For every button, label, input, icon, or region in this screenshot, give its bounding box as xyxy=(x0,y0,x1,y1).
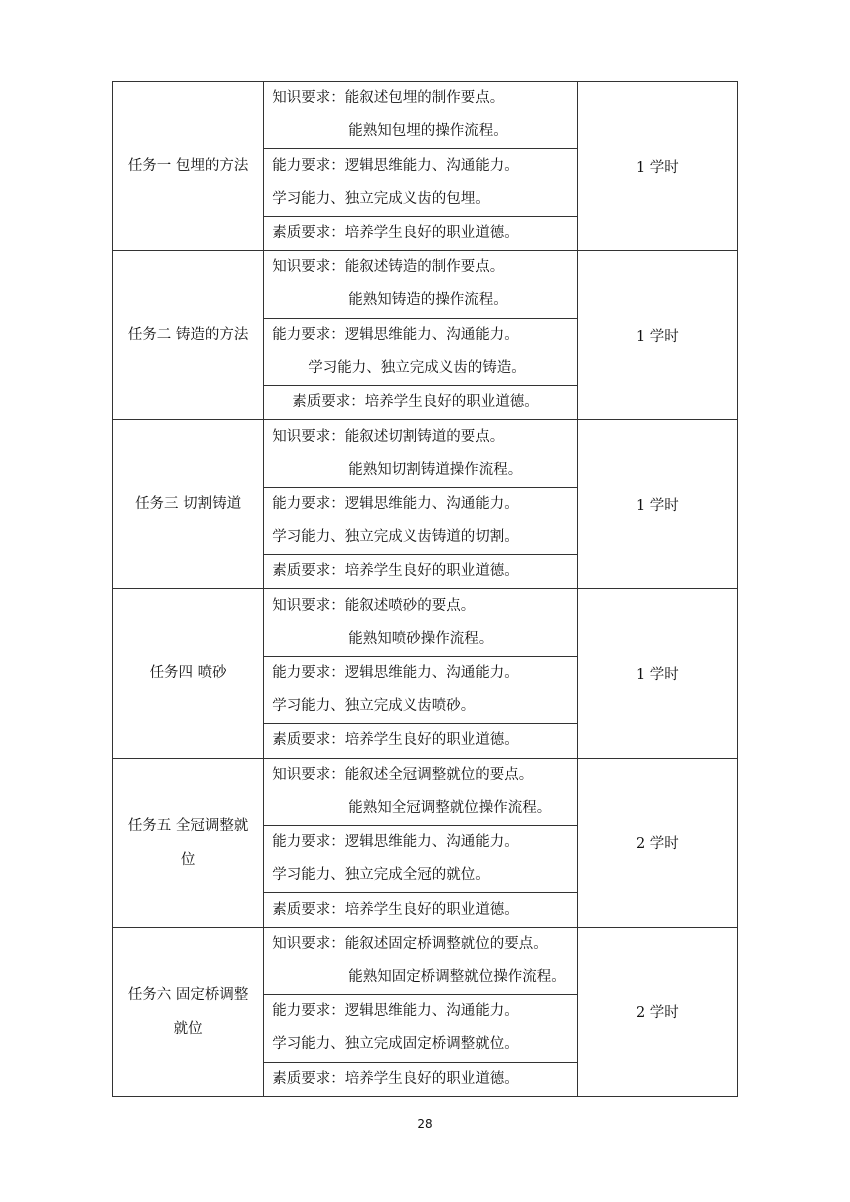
quality-line: 素质要求：培养学生良好的职业道德。 xyxy=(272,563,519,580)
ability-line: 能力要求：逻辑思维能力、沟通能力。 xyxy=(272,326,519,343)
ability-line: 学习能力、独立完成义齿铸道的切割。 xyxy=(272,528,519,545)
knowledge-line: 能熟知固定桥调整就位操作流程。 xyxy=(348,968,566,985)
ability-line: 能力要求：逻辑思维能力、沟通能力。 xyxy=(272,495,519,512)
table-row xyxy=(113,589,738,656)
knowledge-requirement-cell xyxy=(264,251,578,318)
quality-requirement-cell xyxy=(264,216,578,250)
ability-line: 能力要求：逻辑思维能力、沟通能力。 xyxy=(272,834,519,851)
knowledge-line: 知识要求：能叙述铸造的制作要点。 xyxy=(272,259,505,276)
knowledge-requirement-cell xyxy=(264,589,578,656)
ability-requirement-cell xyxy=(264,826,578,893)
task-name-cell: 任务四 喷砂 xyxy=(113,589,264,758)
knowledge-line: 知识要求：能叙述包埋的制作要点。 xyxy=(272,90,505,107)
hours-cell: 1 学时 xyxy=(577,82,737,251)
quality-requirement-cell xyxy=(264,724,578,758)
knowledge-requirement-cell xyxy=(264,758,578,825)
quality-line: 素质要求：培养学生良好的职业道德。 xyxy=(272,225,519,242)
quality-line: 素质要求：培养学生良好的职业道德。 xyxy=(292,394,539,411)
task-requirements-table xyxy=(112,81,738,1097)
ability-requirement-cell xyxy=(264,318,578,385)
task-name-cell: 任务三 切割铸道 xyxy=(113,420,264,589)
knowledge-line: 知识要求：能叙述喷砂的要点。 xyxy=(272,597,476,614)
ability-line: 能力要求：逻辑思维能力、沟通能力。 xyxy=(272,665,519,682)
ability-requirement-cell xyxy=(264,149,578,216)
quality-requirement-cell xyxy=(264,893,578,927)
task-name-cell: 任务一 包埋的方法 xyxy=(113,82,264,251)
table-row xyxy=(113,82,738,149)
knowledge-requirement-cell xyxy=(264,82,578,149)
knowledge-requirement-cell xyxy=(264,420,578,487)
quality-line: 素质要求：培养学生良好的职业道德。 xyxy=(272,732,519,749)
task-name-cell: 任务二 铸造的方法 xyxy=(113,251,264,420)
knowledge-requirement-cell xyxy=(264,927,578,994)
knowledge-line: 知识要求：能叙述全冠调整就位的要点。 xyxy=(272,766,534,783)
hours-cell: 1 学时 xyxy=(577,251,737,420)
hours-cell: 1 学时 xyxy=(577,589,737,758)
hours-cell: 2 学时 xyxy=(577,927,737,1096)
task-name-cell: 任务五 全冠调整就位 xyxy=(113,758,264,927)
ability-requirement-cell xyxy=(264,656,578,723)
ability-line: 学习能力、独立完成义齿喷砂。 xyxy=(272,698,476,715)
quality-line: 素质要求：培养学生良好的职业道德。 xyxy=(272,1070,519,1087)
quality-line: 素质要求：培养学生良好的职业道德。 xyxy=(272,901,519,918)
knowledge-line: 能熟知切割铸道操作流程。 xyxy=(348,461,523,478)
knowledge-line: 能熟知铸造的操作流程。 xyxy=(348,292,508,309)
knowledge-line: 能熟知全冠调整就位操作流程。 xyxy=(348,799,552,816)
ability-line: 能力要求：逻辑思维能力、沟通能力。 xyxy=(272,1003,519,1020)
hours-cell: 1 学时 xyxy=(577,420,737,589)
ability-requirement-cell xyxy=(264,487,578,554)
quality-requirement-cell xyxy=(264,555,578,589)
hours-cell: 2 学时 xyxy=(577,758,737,927)
table-row xyxy=(113,927,738,994)
knowledge-line: 能熟知包埋的操作流程。 xyxy=(348,123,508,140)
knowledge-line: 知识要求：能叙述固定桥调整就位的要点。 xyxy=(272,935,548,952)
table-row xyxy=(113,420,738,487)
knowledge-line: 知识要求：能叙述切割铸道的要点。 xyxy=(272,428,505,445)
table-row xyxy=(113,251,738,318)
ability-line: 学习能力、独立完成义齿的包埋。 xyxy=(272,190,490,207)
ability-line: 能力要求：逻辑思维能力、沟通能力。 xyxy=(272,157,519,174)
ability-line: 学习能力、独立完成义齿的铸造。 xyxy=(308,359,526,376)
quality-requirement-cell xyxy=(264,386,578,420)
quality-requirement-cell xyxy=(264,1062,578,1096)
ability-requirement-cell xyxy=(264,995,578,1062)
task-name-cell: 任务六 固定桥调整就位 xyxy=(113,927,264,1096)
ability-line: 学习能力、独立完成全冠的就位。 xyxy=(272,867,490,884)
ability-line: 学习能力、独立完成固定桥调整就位。 xyxy=(272,1036,519,1053)
table-row xyxy=(113,758,738,825)
page-number: 28 xyxy=(417,1117,433,1131)
knowledge-line: 能熟知喷砂操作流程。 xyxy=(348,630,494,647)
